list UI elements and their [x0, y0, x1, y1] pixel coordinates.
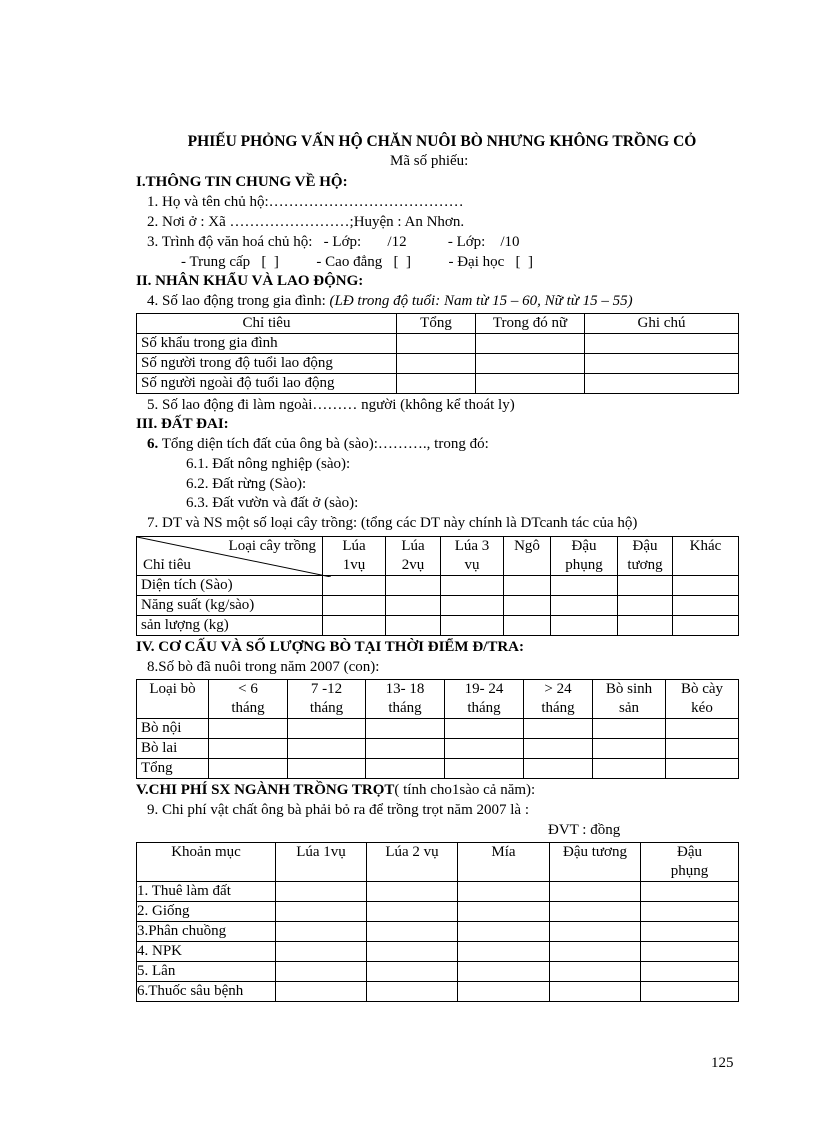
question-6	[147, 436, 489, 453]
table-cell[interactable]	[551, 576, 618, 596]
table-cell[interactable]	[441, 596, 504, 616]
col-header	[441, 537, 504, 576]
col-header-line1: Đậu	[632, 538, 658, 554]
table-cell[interactable]	[641, 942, 739, 962]
question-6-3: 6.3. Đất vườn và đất ở (sào):	[186, 495, 359, 511]
table-header-row	[137, 314, 739, 334]
table-header-row	[137, 537, 739, 576]
table-row	[137, 942, 739, 962]
table-row	[137, 576, 739, 596]
table-cell[interactable]	[386, 596, 441, 616]
education-line: 3. Trình độ văn hoá chủ hộ: - Lớp: /12 - Lớp: /10	[147, 234, 520, 250]
form-code-label: Mã số phiếu:	[390, 153, 469, 169]
question-6-text: Tổng diện tích đất của ông bà (sào):………., trong đó:	[158, 436, 489, 452]
table-cell[interactable]	[209, 719, 288, 739]
table-cell[interactable]	[550, 882, 641, 902]
col-header	[673, 537, 739, 576]
table-row	[137, 982, 739, 1002]
address-line: 2. Nơi ở : Xã ……………………;Huyện : An Nhơn.	[147, 214, 465, 230]
table-row	[137, 334, 739, 354]
table-cell[interactable]	[458, 882, 550, 902]
question-6-2: 6.2. Đất rừng (Sào):	[186, 476, 307, 492]
col-header-line2: tháng	[467, 700, 501, 716]
table-cell[interactable]	[386, 616, 441, 636]
table-cell[interactable]	[641, 962, 739, 982]
col-header	[641, 843, 739, 882]
question-4-note: (LĐ trong độ tuổi: Nam từ 15 – 60, Nữ từ 15 – 55)	[329, 293, 633, 309]
col-header	[666, 680, 739, 719]
table-cell[interactable]	[504, 576, 551, 596]
col-header-line1: Lúa 2 vụ	[385, 844, 439, 860]
table-cell[interactable]	[397, 374, 476, 394]
table-cell[interactable]	[476, 374, 585, 394]
question-8: 8.Số bò đã nuôi trong năm 2007 (con):	[147, 659, 380, 675]
table-cell[interactable]	[673, 576, 739, 596]
col-header-line1: Lúa 3	[454, 538, 490, 554]
table-cell[interactable]	[288, 719, 366, 739]
col-header-line2: vụ	[464, 557, 480, 573]
table-cell[interactable]	[367, 942, 458, 962]
col-header-line1: Lúa 1vụ	[296, 844, 346, 860]
col-header: Chỉ tiêu	[137, 314, 397, 334]
col-header-line2: tương	[627, 557, 663, 573]
row-label: Số người ngoài độ tuổi lao động	[137, 374, 397, 394]
col-header-line1: > 24	[544, 681, 572, 697]
table-cell[interactable]	[367, 922, 458, 942]
table-row	[137, 739, 739, 759]
row-label: Bò lai	[137, 739, 209, 759]
col-header	[551, 537, 618, 576]
table-cell[interactable]	[593, 739, 666, 759]
table-cell[interactable]	[524, 719, 593, 739]
table-header-row	[137, 680, 739, 719]
col-header-line2: 1vụ	[342, 557, 366, 573]
section-4-heading: IV. CƠ CẤU VÀ SỐ LƯỢNG BÒ TẠI THỜI ĐIỂM Đ/TRA:	[136, 639, 524, 655]
table-cell[interactable]	[618, 596, 673, 616]
table-cell[interactable]	[276, 942, 367, 962]
col-header-line1: Mía	[491, 844, 516, 860]
table-cell[interactable]	[641, 982, 739, 1002]
table-cell[interactable]	[288, 739, 366, 759]
table-cell[interactable]	[323, 616, 386, 636]
col-header-line2: phụng	[670, 863, 709, 879]
row-label: Bò nội	[137, 719, 209, 739]
row-label: 5. Lân	[137, 962, 276, 982]
table-cell[interactable]	[585, 354, 739, 374]
table-cell[interactable]	[641, 902, 739, 922]
table-cell[interactable]	[551, 616, 618, 636]
table-cell[interactable]	[366, 739, 445, 759]
table-cell[interactable]	[323, 596, 386, 616]
col-header	[445, 680, 524, 719]
diag-bottom-label: Chỉ tiêu	[143, 557, 191, 573]
table-cell[interactable]	[441, 616, 504, 636]
table-cell[interactable]	[445, 739, 524, 759]
col-header-line1: Đậu	[677, 844, 702, 860]
table-cell[interactable]	[367, 882, 458, 902]
table-cell[interactable]	[618, 576, 673, 596]
row-label: Năng suất (kg/sào)	[137, 596, 323, 616]
col-header-line2: phụng	[565, 557, 603, 573]
col-header-line1: < 6	[238, 681, 258, 697]
question-5: 5. Số lao động đi làm ngoài……… người (không kể thoát ly)	[147, 397, 515, 413]
cattle-table	[136, 679, 739, 779]
col-header-line1: Đậu	[571, 538, 597, 554]
table-cell[interactable]	[551, 596, 618, 616]
col-header	[209, 680, 288, 719]
col-header-line1: Bò sinh	[605, 681, 653, 697]
table-cell[interactable]	[366, 759, 445, 779]
col-header-line1: Loại bò	[149, 681, 196, 697]
table-cell[interactable]	[386, 576, 441, 596]
col-header-line1: Ngô	[514, 538, 540, 554]
table-cell[interactable]	[673, 596, 739, 616]
table-cell[interactable]	[666, 719, 739, 739]
table-cell[interactable]	[323, 576, 386, 596]
table-cell[interactable]	[641, 922, 739, 942]
col-header	[593, 680, 666, 719]
table-cell[interactable]	[550, 922, 641, 942]
table-row	[137, 596, 739, 616]
table-cell[interactable]	[476, 354, 585, 374]
table-row	[137, 354, 739, 374]
table-header-row	[137, 843, 739, 882]
page-number: 125	[711, 1055, 734, 1071]
table-row	[137, 374, 739, 394]
table-cell[interactable]	[441, 576, 504, 596]
owner-name-line: 1. Họ và tên chủ hộ:…………………………………	[147, 194, 464, 210]
table-cell[interactable]	[504, 616, 551, 636]
table-cell[interactable]	[276, 882, 367, 902]
table-row	[137, 759, 739, 779]
question-4	[147, 293, 633, 310]
row-label: sản lượng (kg)	[137, 616, 323, 636]
table-cell[interactable]	[666, 759, 739, 779]
col-header	[137, 843, 276, 882]
table-row	[137, 962, 739, 982]
col-header	[386, 537, 441, 576]
table-cell[interactable]	[618, 616, 673, 636]
table-row	[137, 882, 739, 902]
section-1-heading: I.THÔNG TIN CHUNG VỀ HỘ:	[136, 174, 348, 190]
col-header	[524, 680, 593, 719]
table-cell[interactable]	[524, 739, 593, 759]
table-cell[interactable]	[550, 962, 641, 982]
question-4-text: 4. Số lao động trong gia đình:	[147, 293, 330, 309]
question-6-1: 6.1. Đất nông nghiệp (sào):	[186, 456, 351, 472]
col-header-line1: 19- 24	[464, 681, 504, 697]
col-header-line1: Khoản mục	[171, 844, 241, 860]
question-6-number: 6.	[147, 436, 159, 452]
table-cell[interactable]	[209, 759, 288, 779]
table-cell[interactable]	[366, 719, 445, 739]
table-cell[interactable]	[367, 982, 458, 1002]
row-label: Diện tích (Sào)	[137, 576, 323, 596]
col-header-line1: Lúa	[401, 538, 425, 554]
col-header-line2: kéo	[691, 700, 713, 716]
col-header: Ghi chú	[585, 314, 739, 334]
table-cell[interactable]	[276, 922, 367, 942]
col-header	[276, 843, 367, 882]
col-header	[458, 843, 550, 882]
table-cell[interactable]	[276, 902, 367, 922]
table-cell[interactable]	[585, 334, 739, 354]
table-cell[interactable]	[367, 962, 458, 982]
table-cell[interactable]	[550, 982, 641, 1002]
col-header	[504, 537, 551, 576]
row-label: 1. Thuê làm đất	[137, 882, 276, 902]
question-7: 7. DT và NS một số loại cây trồng: (tổng các DT này chính là DTcanh tác của hộ)	[147, 515, 638, 531]
table-cell[interactable]	[550, 942, 641, 962]
table-cell[interactable]	[445, 719, 524, 739]
col-header-line1: Khác	[689, 538, 722, 554]
table-row	[137, 902, 739, 922]
col-header-line2: tháng	[388, 700, 422, 716]
table-cell[interactable]	[445, 759, 524, 779]
col-header-line2: tháng	[231, 700, 265, 716]
table-cell[interactable]	[504, 596, 551, 616]
col-header-line1: Đậu tương	[563, 844, 627, 860]
table-cell[interactable]	[458, 942, 550, 962]
col-header	[550, 843, 641, 882]
col-header-line1: Bò cày	[680, 681, 724, 697]
table-cell[interactable]	[524, 759, 593, 779]
col-header	[137, 680, 209, 719]
table-cell[interactable]	[593, 759, 666, 779]
col-header: Tổng	[397, 314, 476, 334]
table-row	[137, 719, 739, 739]
section-5-note: ( tính cho1sào cả năm):	[394, 782, 536, 798]
table-cell[interactable]	[397, 334, 476, 354]
row-label: 4. NPK	[137, 942, 276, 962]
labor-table	[136, 313, 739, 394]
col-header	[367, 843, 458, 882]
cost-table	[136, 842, 739, 1002]
col-header-line1: 7 -12	[310, 681, 343, 697]
col-header	[618, 537, 673, 576]
table-cell[interactable]	[458, 982, 550, 1002]
table-cell[interactable]	[458, 962, 550, 982]
table-cell[interactable]	[593, 719, 666, 739]
table-cell[interactable]	[288, 759, 366, 779]
col-header-line1: 13- 18	[385, 681, 425, 697]
section-2-heading: II. NHÂN KHẨU VÀ LAO ĐỘNG:	[136, 273, 364, 289]
crop-table	[136, 536, 739, 636]
col-header: Trong đó nữ	[476, 314, 585, 334]
col-header-line1: Lúa	[342, 538, 366, 554]
diagonal-header-cell	[137, 537, 323, 576]
row-label: Số khẩu trong gia đình	[137, 334, 397, 354]
row-label: 3.Phân chuồng	[137, 922, 276, 942]
col-header	[323, 537, 386, 576]
diag-top-label: Loại cây trồng	[228, 538, 316, 554]
table-cell[interactable]	[397, 354, 476, 374]
table-cell[interactable]	[641, 882, 739, 902]
table-cell[interactable]	[585, 374, 739, 394]
table-cell[interactable]	[276, 982, 367, 1002]
table-cell[interactable]	[367, 902, 458, 922]
table-cell[interactable]	[209, 739, 288, 759]
section-5-title: V.CHI PHÍ SX NGÀNH TRỒNG TRỌT	[136, 782, 395, 798]
table-row	[137, 616, 739, 636]
table-cell[interactable]	[458, 922, 550, 942]
section-5-heading	[136, 782, 535, 799]
col-header	[366, 680, 445, 719]
row-label: 6.Thuốc sâu bệnh	[137, 982, 276, 1002]
table-cell[interactable]	[476, 334, 585, 354]
row-label: Số người trong độ tuổi lao động	[137, 354, 397, 374]
education-options-line: - Trung cấp [ ] - Cao đẳng [ ] - Đại học [ ]	[181, 254, 534, 270]
page-title: PHIẾU PHỎNG VẤN HỘ CHĂN NUÔI BÒ NHƯNG KHÔNG TRỒNG CỎ	[187, 133, 697, 150]
row-label: 2. Giống	[137, 902, 276, 922]
table-cell[interactable]	[276, 962, 367, 982]
table-cell[interactable]	[666, 739, 739, 759]
col-header-line2: tháng	[541, 700, 575, 716]
unit-label: ĐVT : đồng	[548, 822, 621, 838]
table-cell[interactable]	[458, 902, 550, 922]
row-label: Tổng	[137, 759, 209, 779]
col-header-line2: tháng	[309, 700, 344, 716]
col-header-line2: 2vụ	[401, 557, 425, 573]
table-cell[interactable]	[550, 902, 641, 922]
table-cell[interactable]	[673, 616, 739, 636]
section-3-heading: III. ĐẤT ĐAI:	[136, 416, 229, 432]
col-header-line2: sản	[619, 700, 639, 716]
table-row	[137, 922, 739, 942]
question-9: 9. Chi phí vật chất ông bà phải bỏ ra để trồng trọt năm 2007 là :	[147, 802, 530, 818]
col-header	[288, 680, 366, 719]
